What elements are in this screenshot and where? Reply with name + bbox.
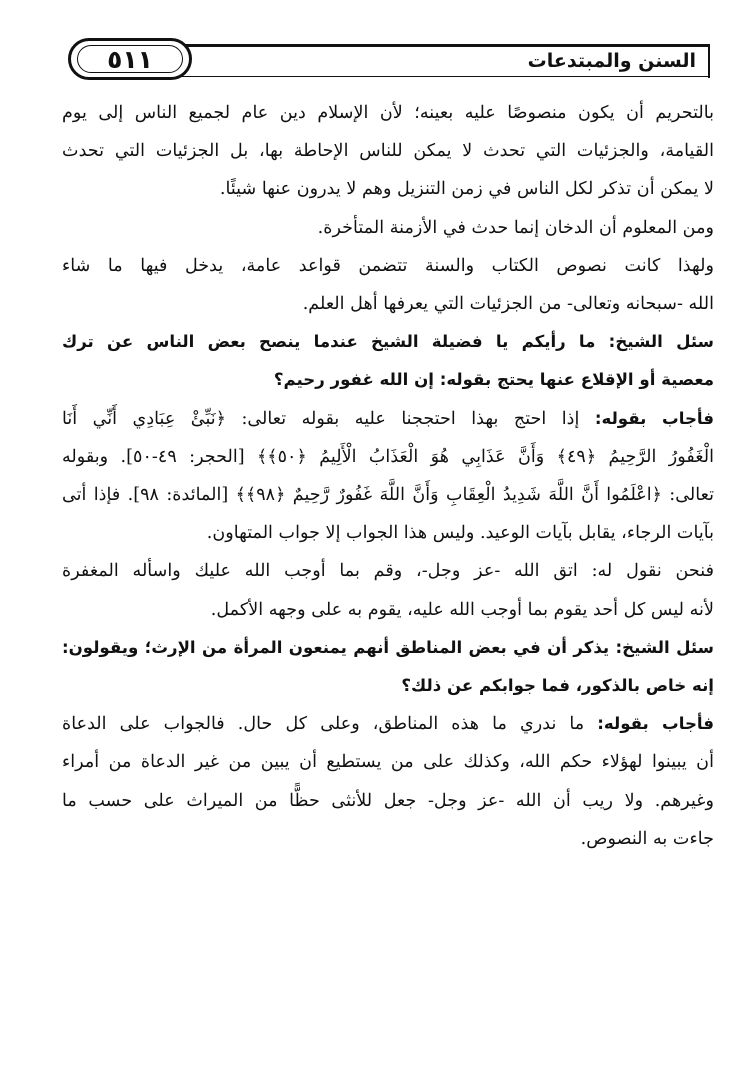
paragraph-3 bbox=[62, 247, 714, 323]
text-line: فنحن نقول له: اتق الله -عز وجل-، وقم بما أوجب الله عليك واسأله المغفرة bbox=[62, 561, 714, 582]
text-line: لأنه ليس كل أحد يقوم بما أوجب الله عليه، يقوم به على وجهه الأكمل. bbox=[210, 599, 714, 620]
text-line: القيامة، والجزئيات التي تحدث لا يمكن للناس الإحاطة بها، بل الجزئيات التي تحدث bbox=[62, 141, 714, 162]
header-rule-bottom bbox=[116, 76, 708, 77]
paragraph-1 bbox=[62, 94, 714, 209]
header-rule-cap bbox=[708, 44, 710, 78]
answer-lead: فأجاب بقوله: bbox=[594, 408, 715, 428]
text-line: الله -سبحانه وتعالى- من الجزئيات التي يعرفها أهل العلم. bbox=[302, 294, 714, 315]
page-number: ٥١١ bbox=[68, 38, 192, 80]
text-line: سئل الشيخ: ما رأيكم يا فضيلة الشيخ عندما ينصح بعض الناس عن ترك bbox=[62, 332, 714, 352]
paragraph-2 bbox=[62, 209, 714, 247]
text-line: وغيرهم. ولا ريب أن الله -عز وجل- جعل للأنثى حظًّا من الميراث على حسب ما bbox=[62, 790, 714, 811]
text-line: جاءت به النصوص. bbox=[580, 828, 714, 849]
question-1 bbox=[62, 323, 714, 399]
text-line: ولهذا كانت نصوص الكتاب والسنة تتضمن قواعد عامة، يدخل فيها ما شاء bbox=[62, 255, 714, 276]
header-rule-top bbox=[116, 44, 708, 47]
answer-text: إذا احتج بهذا احتججنا عليه بقوله تعالى: ﴿نَبِّئْ عِبَادِي أَنِّي أَنَا bbox=[62, 408, 580, 429]
text-line bbox=[62, 705, 714, 743]
text-line: تعالى: ﴿اعْلَمُوا أَنَّ اللَّهَ شَدِيدُ الْعِقَابِ وَأَنَّ اللَّهَ غَفُورٌ رَّحِيمٌ ﴿٩٨﴾﴾ [المائدة: ٩٨]. فإذا أتى bbox=[62, 485, 714, 506]
text-line: الْغَفُورُ الرَّحِيمُ ﴿٤٩﴾ وَأَنَّ عَذَابِي هُوَ الْعَذَابُ الْأَلِيمُ ﴿٥٠﴾﴾ [الحجر: ٤٩-٥٠]. وبقوله bbox=[62, 446, 714, 467]
text-line: بآيات الرجاء، يقابل بآيات الوعيد. وليس هذا الجواب إلا جواب المتهاون. bbox=[206, 523, 714, 544]
answer-text: ما ندري ما هذه المناطق، وعلى كل حال. فالجواب على الدعاة bbox=[62, 714, 585, 735]
text-line: لا يمكن أن تذكر لكل الناس في زمن التنزيل وهم لا يدرون عنها شيئًا. bbox=[219, 179, 714, 200]
page-body bbox=[62, 94, 714, 858]
text-line: إنه خاص بالذكور، فما جوابكم عن ذلك؟ bbox=[401, 676, 714, 696]
text-line bbox=[62, 400, 714, 438]
question-2 bbox=[62, 629, 714, 705]
text-line: معصية أو الإقلاع عنها يحتج بقوله: إن الله غفور رحيم؟ bbox=[273, 370, 714, 390]
answer-lead: فأجاب بقوله: bbox=[597, 714, 715, 734]
paragraph-4 bbox=[62, 552, 714, 628]
text-line: ومن المعلوم أن الدخان إنما حدث في الأزمنة المتأخرة. bbox=[317, 217, 714, 238]
text-line: بالتحريم أن يكون منصوصًا عليه بعينه؛ لأن الإسلام دين عام لجميع الناس إلى يوم bbox=[62, 103, 714, 123]
text-line: سئل الشيخ: يذكر أن في بعض المناطق أنهم يمنعون المرأة من الإرث؛ ويقولون: bbox=[62, 637, 714, 657]
running-title: السنن والمبتدعات bbox=[527, 50, 696, 72]
answer-1 bbox=[62, 400, 714, 553]
answer-2 bbox=[62, 705, 714, 858]
page-header bbox=[56, 38, 708, 82]
text-line: أن يبينوا لهؤلاء حكم الله، وكذلك على من يستطيع أن يبين من غير الدعاة من أمراء bbox=[62, 752, 714, 773]
